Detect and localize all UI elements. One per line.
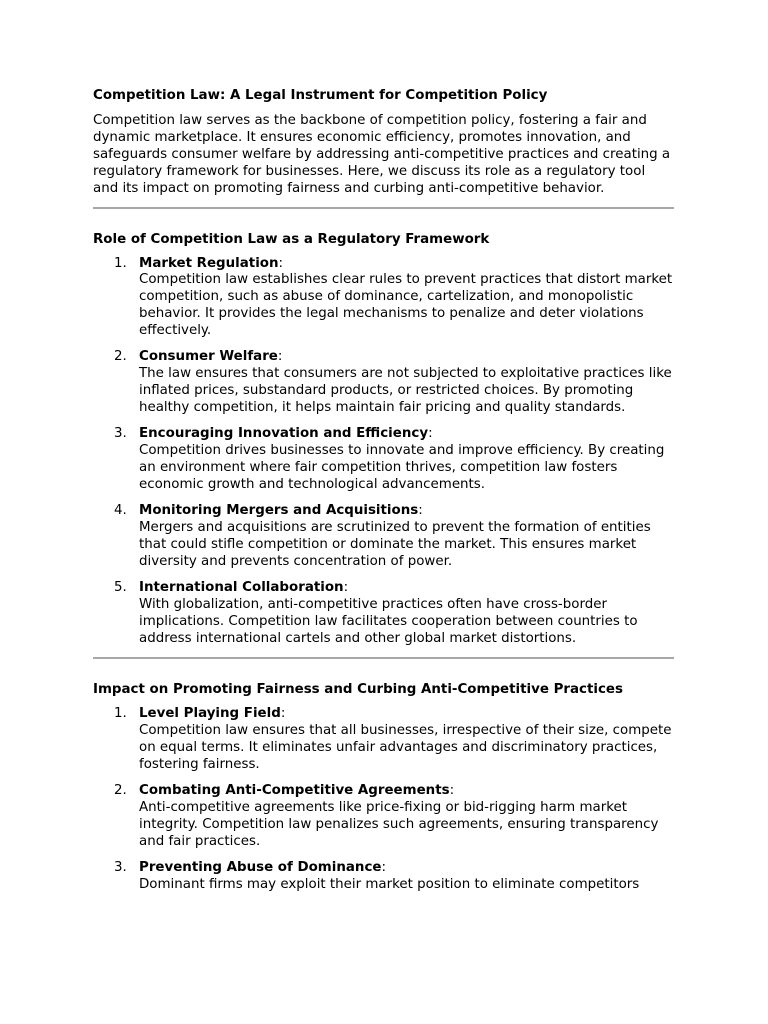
list-item-number: 3. bbox=[114, 426, 127, 442]
list-item: 4. Monitoring Mergers and Acquisitions: Mergers and acquisitions are scrutinized to prevent the formation of entities that could stifle competition or dominate the market. This ensures market diversity and prevents concentration of power. bbox=[93, 503, 674, 571]
list-item-number: 2. bbox=[114, 782, 127, 798]
list-item-body: Dominant firms may exploit their market position to eliminate competitors bbox=[139, 876, 640, 892]
list-item-heading: Market Regulation bbox=[139, 255, 279, 271]
list-item-number: 4. bbox=[114, 503, 127, 519]
fairness-impact-list bbox=[93, 706, 674, 894]
list-item-body: With globalization, anti-competitive practices often have cross-border implications. Competition law facilitates cooperation between countries to address international cartels and other global market distortions. bbox=[139, 597, 638, 646]
list-item: 3. Encouraging Innovation and Efficiency: Competition drives businesses to innovate and improve efficiency. By creating an environment where fair competition thrives, competition law fosters economic growth and technological advancements. bbox=[93, 426, 674, 494]
list-item: 1. Market Regulation: Competition law establishes clear rules to prevent practices that distort market competition, such as abuse of dominance, cartelization, and monopolistic behavior. It provides the legal mechanisms to penalize and deter violations effectively. bbox=[114, 255, 673, 339]
list-item: 3. Preventing Abuse of Dominance: Dominant firms may exploit their market position to eliminate competitors bbox=[93, 860, 674, 894]
list-item-body: Competition drives businesses to innovate and improve efficiency. By creating an environment where fair competition thrives, competition law fosters economic growth and technological advancements. bbox=[139, 443, 665, 492]
list-item-number: 5. bbox=[114, 580, 127, 596]
list-item-body: The law ensures that consumers are not subjected to exploitative practices like inflated prices, substandard products, or restricted choices. By promoting healthy competition, it helps maintain fair pricing and quality standards. bbox=[139, 366, 672, 416]
section-divider bbox=[93, 657, 674, 659]
list-item: 2. Consumer Welfare: The law ensures that consumers are not subjected to exploitative practices like inflated prices, substandard products, or restricted choices. By promoting healthy competition, it helps maintain fair pricing and quality standards. bbox=[93, 349, 674, 417]
list-item-number: 1. bbox=[114, 255, 127, 271]
list-item-body: Competition law ensures that all businesses, irrespective of their size, compete on equal terms. It eliminates unfair advantages and discriminatory practices, fostering fairness. bbox=[139, 722, 672, 772]
section-title-regulatory-framework: Role of Competition Law as a Regulatory Framework bbox=[93, 231, 490, 247]
list-item-heading: International Collaboration bbox=[139, 580, 344, 596]
list-item: 5. International Collaboration: With globalization, anti-competitive practices often have cross-border implications. Competition law facilitates cooperation between countries to address international cartels and other global market distortions. bbox=[93, 580, 674, 648]
list-item: 1. Level Playing Field: Competition law ensures that all businesses, irrespective of their size, compete on equal terms. It eliminates unfair advantages and discriminatory practices, fostering fairness. bbox=[93, 706, 674, 774]
list-item-heading: Encouraging Innovation and Efficiency bbox=[139, 426, 429, 442]
document-title: Competition Law: A Legal Instrument for Competition Policy bbox=[93, 88, 548, 103]
list-item-number: 1. bbox=[114, 706, 127, 722]
section-title-fairness-impact: Impact on Promoting Fairness and Curbing Anti-Competitive Practices bbox=[93, 682, 623, 698]
list-item-heading: Combating Anti-Competitive Agreements bbox=[139, 782, 450, 798]
list-item-body: Mergers and acquisitions are scrutinized to prevent the formation of entities that could stifle competition or dominate the market. This ensures market diversity and prevents concentration of power. bbox=[139, 520, 651, 569]
list-item-body: Competition law establishes clear rules to prevent practices that distort market competition, such as abuse of dominance, cartelization, and monopolistic behavior. It provides the legal mechanisms to penalize and deter violations effectively. bbox=[139, 272, 673, 339]
list-item-number: 2. bbox=[114, 349, 127, 365]
list-item-heading: Consumer Welfare bbox=[139, 349, 278, 365]
list-item: 2. Combating Anti-Competitive Agreements: Anti-competitive agreements like price-fixing or bid-rigging harm market integrity. Competition law penalizes such agreements, ensuring transparency and fair practices. bbox=[93, 783, 674, 851]
list-item-heading: Preventing Abuse of Dominance bbox=[139, 859, 382, 875]
list-item-body: Anti-competitive agreements like price-fixing or bid-rigging harm market integrity. Competition law penalizes such agreements, ensuring transparency and fair practices. bbox=[139, 799, 659, 849]
regulatory-framework-list bbox=[93, 256, 674, 648]
list-item-number: 3. bbox=[114, 859, 127, 875]
list-item-heading: Monitoring Mergers and Acquisitions bbox=[139, 503, 419, 519]
intro-paragraph: Competition law serves as the backbone of competition policy, fostering a fair and dynamic marketplace. It ensures economic efficiency, promotes innovation, and safeguards consumer welfare by addressing anti-competitive practices and creating a regulatory framework for businesses. Here, we discuss its role as a regulatory tool and its impact on promoting fairness and curbing anti-competitive behavior. bbox=[93, 113, 671, 196]
list-item-heading: Level Playing Field bbox=[139, 706, 281, 722]
section-divider bbox=[93, 207, 674, 209]
